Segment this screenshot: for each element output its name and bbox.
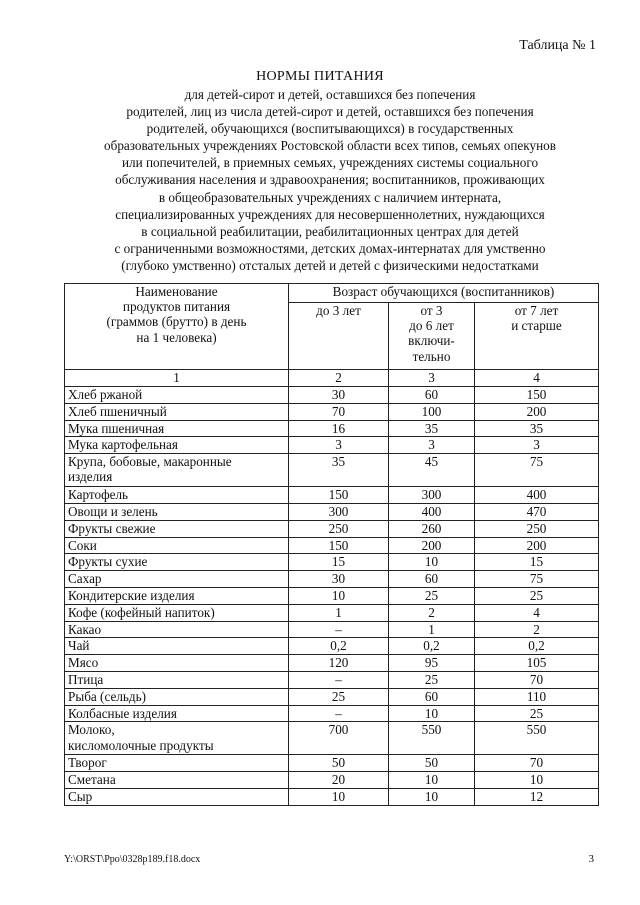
product-name-cell	[65, 403, 289, 420]
value-3-to-6-cell: 400	[389, 503, 475, 520]
table-row	[65, 387, 599, 404]
value-under-3-cell: 10	[289, 788, 389, 805]
value-7-plus-cell: 250	[475, 520, 599, 537]
product-name-line: Фрукты свежие	[68, 520, 156, 536]
value-7-plus-cell: 4	[475, 604, 599, 621]
value-7-plus-cell: 25	[475, 705, 599, 722]
value-3-to-6-cell: 10	[389, 554, 475, 571]
product-name-cell	[65, 705, 289, 722]
value-7-plus-cell: 200	[475, 403, 599, 420]
header-line: включи-	[408, 333, 455, 349]
value-7-plus-cell: 10	[475, 772, 599, 789]
subtitle-line: образовательных учреждениях Ростовской области всех типов, семьях опекунов	[104, 138, 556, 154]
header-line: (граммов (брутто) в день	[106, 314, 247, 330]
subtitle-line: с ограниченными возможностями, детских домах-интернатах для умственно	[114, 240, 546, 256]
product-name-line: Кофе (кофейный напиток)	[68, 604, 215, 620]
value-3-to-6-cell: 100	[389, 403, 475, 420]
value-7-plus-cell: 70	[475, 755, 599, 772]
value-under-3-cell: 30	[289, 387, 389, 404]
header-line: Наименование	[135, 284, 218, 299]
header-line: от 3	[420, 303, 443, 318]
subtitle-line: (глубоко умственно) отсталых детей и детей с физическими недостатками	[121, 257, 539, 273]
table-row	[65, 420, 599, 437]
table-row	[65, 755, 599, 772]
product-name-cell	[65, 655, 289, 672]
value-7-plus-cell: 550	[475, 722, 599, 755]
product-name-line: Сахар	[68, 571, 102, 587]
product-name-line: Колбасные изделия	[68, 705, 177, 721]
value-under-3-cell: 35	[289, 454, 389, 487]
table-row	[65, 788, 599, 805]
header-line: на 1 человека)	[136, 329, 217, 345]
value-under-3-cell: 150	[289, 537, 389, 554]
value-3-to-6-cell: 35	[389, 420, 475, 437]
product-name-cell	[65, 420, 289, 437]
value-under-3-cell: 150	[289, 487, 389, 504]
value-7-plus-cell: 2	[475, 621, 599, 638]
value-under-3-cell: 30	[289, 571, 389, 588]
table-row	[65, 638, 599, 655]
product-name-line: Фрукты сухие	[68, 554, 148, 570]
product-name-cell	[65, 755, 289, 772]
product-name-cell	[65, 571, 289, 588]
product-name-cell	[65, 671, 289, 688]
subtitle-line: в общеобразовательных учреждениях с наличием интерната,	[158, 189, 502, 205]
product-name-cell	[65, 387, 289, 404]
product-name-line: Хлеб ржаной	[68, 387, 143, 402]
subtitle-line: родителей, лиц из числа детей-сирот и детей, оставшихся без попечения	[126, 104, 534, 120]
subtitle-line: или попечителей, в приемных семьях, учреждениях системы социального	[121, 155, 539, 171]
product-name-line: Сметана	[68, 772, 116, 788]
value-3-to-6-cell: 1	[389, 621, 475, 638]
product-name-cell	[65, 487, 289, 504]
table-row	[65, 437, 599, 454]
header-line: продуктов питания	[122, 299, 231, 315]
value-3-to-6-cell: 10	[389, 705, 475, 722]
column-number: 3	[389, 370, 475, 387]
value-under-3-cell: 70	[289, 403, 389, 420]
product-name-cell	[65, 604, 289, 621]
value-under-3-cell: 16	[289, 420, 389, 437]
value-3-to-6-cell: 95	[389, 655, 475, 672]
value-7-plus-cell: 110	[475, 688, 599, 705]
table-row	[65, 537, 599, 554]
header-line: и старше	[511, 318, 562, 334]
table-row	[65, 604, 599, 621]
subtitle-line: специализированных учреждениях для несовершеннолетних, нуждающихся	[115, 206, 545, 222]
value-7-plus-cell: 75	[475, 571, 599, 588]
footer-page-number: 3	[588, 853, 594, 865]
product-name-cell	[65, 503, 289, 520]
footer-file-path: Y:\ORST\Ppo\0328p189.f18.docx	[64, 854, 201, 865]
product-name-line: Птица	[68, 671, 104, 687]
value-under-3-cell: –	[289, 621, 389, 638]
value-7-plus-cell: 75	[475, 454, 599, 487]
table-row	[65, 722, 599, 755]
table-row	[65, 554, 599, 571]
value-7-plus-cell: 3	[475, 437, 599, 454]
subtitle-line: в социальной реабилитации, реабилитационных центрах для детей	[141, 223, 519, 239]
value-3-to-6-cell: 3	[389, 437, 475, 454]
table-row	[65, 688, 599, 705]
product-name-line: Творог	[68, 755, 107, 771]
product-name-line: Мясо	[68, 655, 99, 671]
value-3-to-6-cell: 60	[389, 387, 475, 404]
product-name-cell	[65, 788, 289, 805]
document-title: НОРМЫ ПИТАНИЯ	[256, 69, 384, 84]
value-under-3-cell: 10	[289, 587, 389, 604]
product-name-line: Чай	[68, 638, 90, 654]
product-name-line: Мука картофельная	[68, 437, 178, 453]
product-name-cell	[65, 772, 289, 789]
value-under-3-cell: 1	[289, 604, 389, 621]
header-col-3-to-6	[389, 303, 475, 370]
product-name-line: кисломолочные продукты	[68, 737, 214, 753]
column-numbers-row	[65, 370, 599, 387]
table-row	[65, 705, 599, 722]
value-7-plus-cell: 200	[475, 537, 599, 554]
value-under-3-cell: 15	[289, 554, 389, 571]
column-number: 4	[475, 370, 599, 387]
nutrition-norms-table	[64, 283, 599, 806]
document-subtitle	[60, 86, 600, 274]
column-number: 1	[65, 370, 289, 387]
product-name-line: Сыр	[68, 788, 93, 804]
value-3-to-6-cell: 10	[389, 788, 475, 805]
table-row	[65, 671, 599, 688]
value-under-3-cell: 50	[289, 755, 389, 772]
value-7-plus-cell: 15	[475, 554, 599, 571]
product-name-cell	[65, 587, 289, 604]
product-name-line: Молоко,	[68, 722, 115, 738]
subtitle-line: для детей-сирот и детей, оставшихся без попечения	[184, 87, 476, 102]
table-row	[65, 655, 599, 672]
header-product-name	[65, 284, 289, 370]
value-under-3-cell: 20	[289, 772, 389, 789]
product-name-cell	[65, 554, 289, 571]
value-3-to-6-cell: 200	[389, 537, 475, 554]
value-under-3-cell: –	[289, 705, 389, 722]
product-name-cell	[65, 520, 289, 537]
value-3-to-6-cell: 25	[389, 587, 475, 604]
value-7-plus-cell: 470	[475, 503, 599, 520]
value-7-plus-cell: 25	[475, 587, 599, 604]
value-under-3-cell: 3	[289, 437, 389, 454]
value-7-plus-cell: 0,2	[475, 638, 599, 655]
table-row	[65, 403, 599, 420]
value-3-to-6-cell: 50	[389, 755, 475, 772]
value-under-3-cell: 25	[289, 688, 389, 705]
value-under-3-cell: 250	[289, 520, 389, 537]
value-under-3-cell: 0,2	[289, 638, 389, 655]
table-row	[65, 571, 599, 588]
product-name-line: Овощи и зелень	[68, 503, 158, 519]
table-row	[65, 454, 599, 487]
product-name-line: Рыба (сельдь)	[68, 688, 147, 704]
value-under-3-cell: 300	[289, 503, 389, 520]
value-7-plus-cell: 105	[475, 655, 599, 672]
value-3-to-6-cell: 10	[389, 772, 475, 789]
product-name-line: Картофель	[68, 487, 129, 503]
table-row	[65, 772, 599, 789]
header-age-group: Возраст обучающихся (воспитанников)	[289, 284, 599, 303]
product-name-cell	[65, 537, 289, 554]
column-number: 2	[289, 370, 389, 387]
header-line: от 7 лет	[514, 303, 559, 318]
product-name-cell	[65, 638, 289, 655]
value-3-to-6-cell: 60	[389, 571, 475, 588]
product-name-cell	[65, 722, 289, 755]
value-under-3-cell: 120	[289, 655, 389, 672]
value-3-to-6-cell: 25	[389, 671, 475, 688]
value-3-to-6-cell: 300	[389, 487, 475, 504]
table-row	[65, 503, 599, 520]
header-line: до 6 лет	[409, 318, 454, 334]
product-name-line: Мука пшеничная	[68, 420, 165, 436]
table-row	[65, 487, 599, 504]
table-row	[65, 520, 599, 537]
value-3-to-6-cell: 0,2	[389, 638, 475, 655]
product-name-cell	[65, 688, 289, 705]
product-name-cell	[65, 621, 289, 638]
product-name-line: изделия	[68, 469, 113, 485]
product-name-line: Хлеб пшеничный	[68, 403, 167, 419]
product-name-cell	[65, 437, 289, 454]
table-row	[65, 621, 599, 638]
value-7-plus-cell: 70	[475, 671, 599, 688]
value-3-to-6-cell: 550	[389, 722, 475, 755]
value-3-to-6-cell: 60	[389, 688, 475, 705]
table-number-label: Таблица № 1	[519, 38, 596, 53]
value-3-to-6-cell: 2	[389, 604, 475, 621]
subtitle-line: обслуживания населения и здравоохранения; воспитанников, проживающих	[115, 172, 545, 188]
value-7-plus-cell: 400	[475, 487, 599, 504]
value-7-plus-cell: 35	[475, 420, 599, 437]
product-name-line: Кондитерские изделия	[68, 587, 195, 603]
value-7-plus-cell: 12	[475, 788, 599, 805]
header-line: тельно	[412, 348, 451, 364]
product-name-cell	[65, 454, 289, 487]
value-under-3-cell: 700	[289, 722, 389, 755]
value-3-to-6-cell: 260	[389, 520, 475, 537]
value-3-to-6-cell: 45	[389, 454, 475, 487]
value-under-3-cell: –	[289, 671, 389, 688]
header-col-under-3: до 3 лет	[289, 303, 389, 370]
table-row	[65, 587, 599, 604]
product-name-line: Крупа, бобовые, макаронные	[68, 454, 232, 470]
product-name-line: Соки	[68, 537, 97, 553]
header-col-7-plus	[475, 303, 599, 370]
value-7-plus-cell: 150	[475, 387, 599, 404]
product-name-line: Какао	[68, 621, 102, 637]
subtitle-line: родителей, обучающихся (воспитывающихся) в государственных	[146, 121, 514, 137]
